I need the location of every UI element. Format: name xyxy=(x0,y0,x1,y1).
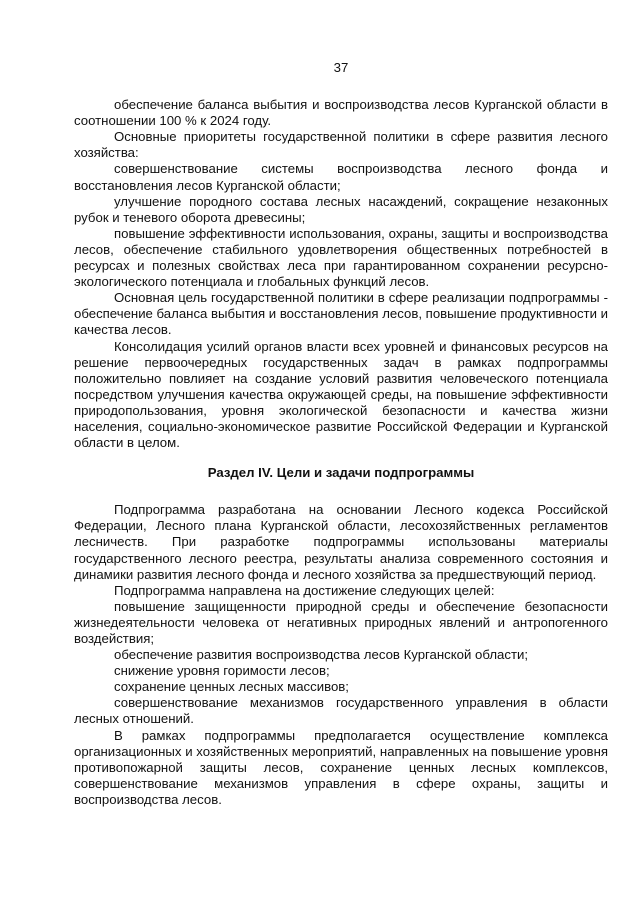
priority-item-reproduction: совершенствование системы воспроизводства лесного фонда и восстановления лесов Курганской области; xyxy=(74,161,608,193)
paragraph-basis: Подпрограмма разработана на основании Лесного кодекса Российской Федерации, Лесного плана Курганской области, лесохозяйственных регламентов лесничеств. При разработке подпрограммы использованы материалы государственного лесного реестра, результаты анализа современного состояния и динамики развития лесного фонда и лесного хозяйства за предшествующий период. xyxy=(74,502,608,582)
priority-item-efficiency: повышение эффективности использования, охраны, защиты и воспроизводства лесов, обеспечение стабильного удовлетворения общественных потребностей в ресурсах и полезных свойствах леса при гарантированном сохранении ресурсно-экологического потенциала и глобальных функций лесов. xyxy=(74,225,608,290)
goal-item-fire: снижение уровня горимости лесов; xyxy=(114,663,330,679)
paragraph-balance-goal: обеспечение баланса выбытия и воспроизводства лесов Курганской области в соотношении 100 % к 2024 году. xyxy=(74,97,608,129)
paragraph-goals-intro: Подпрограмма направлена на достижение следующих целей: xyxy=(114,582,495,598)
goal-item-management: совершенствование механизмов государственного управления в области лесных отношений. xyxy=(74,695,608,727)
goal-item-protection: повышение защищенности природной среды и обеспечение безопасности жизнедеятельности человека от негативных природных явлений и антропогенного воздействия; xyxy=(74,598,608,646)
section-priorities xyxy=(74,97,608,451)
paragraph-measures: В рамках подпрограммы предполагается осуществление комплекса организационных и хозяйственных мероприятий, направленных на повышение уровня противопожарной защиты лесов, сохранение ценных лесных комплексов, совершенствование механизмов управления в сфере охраны, защиты и воспроизводства лесов. xyxy=(74,727,608,807)
document-page xyxy=(74,60,608,808)
goal-item-preservation: сохранение ценных лесных массивов; xyxy=(114,679,349,695)
page-number: 37 xyxy=(333,60,349,75)
paragraph-priorities-intro: Основные приоритеты государственной политики в сфере развития лесного хозяйства: xyxy=(74,129,608,161)
paragraph-consolidation: Консолидация усилий органов власти всех уровней и финансовых ресурсов на решение первоочередных государственных задач в рамках подпрограммы положительно повлияет на создание условий развития человеческого потенциала посредством улучшения качества окружающей среды, на повышение эффективности природопользования, уровня экологической безопасности и качества жизни населения, социально-экономическое развитие Российской Федерации и Курганской области в целом. xyxy=(74,338,608,451)
paragraph-main-goal: Основная цель государственной политики в сфере реализации подпрограммы - обеспечение баланса выбытия и восстановления лесов, повышение продуктивности и качества лесов. xyxy=(74,290,608,338)
section-heading: Раздел IV. Цели и задачи подпрограммы xyxy=(207,465,475,481)
goal-item-reproduction: обеспечение развития воспроизводства лесов Курганской области; xyxy=(114,647,529,663)
section-goals xyxy=(74,502,608,808)
priority-item-composition: улучшение породного состава лесных насаждений, сокращение незаконных рубок и теневого оборота древесины; xyxy=(74,193,608,225)
